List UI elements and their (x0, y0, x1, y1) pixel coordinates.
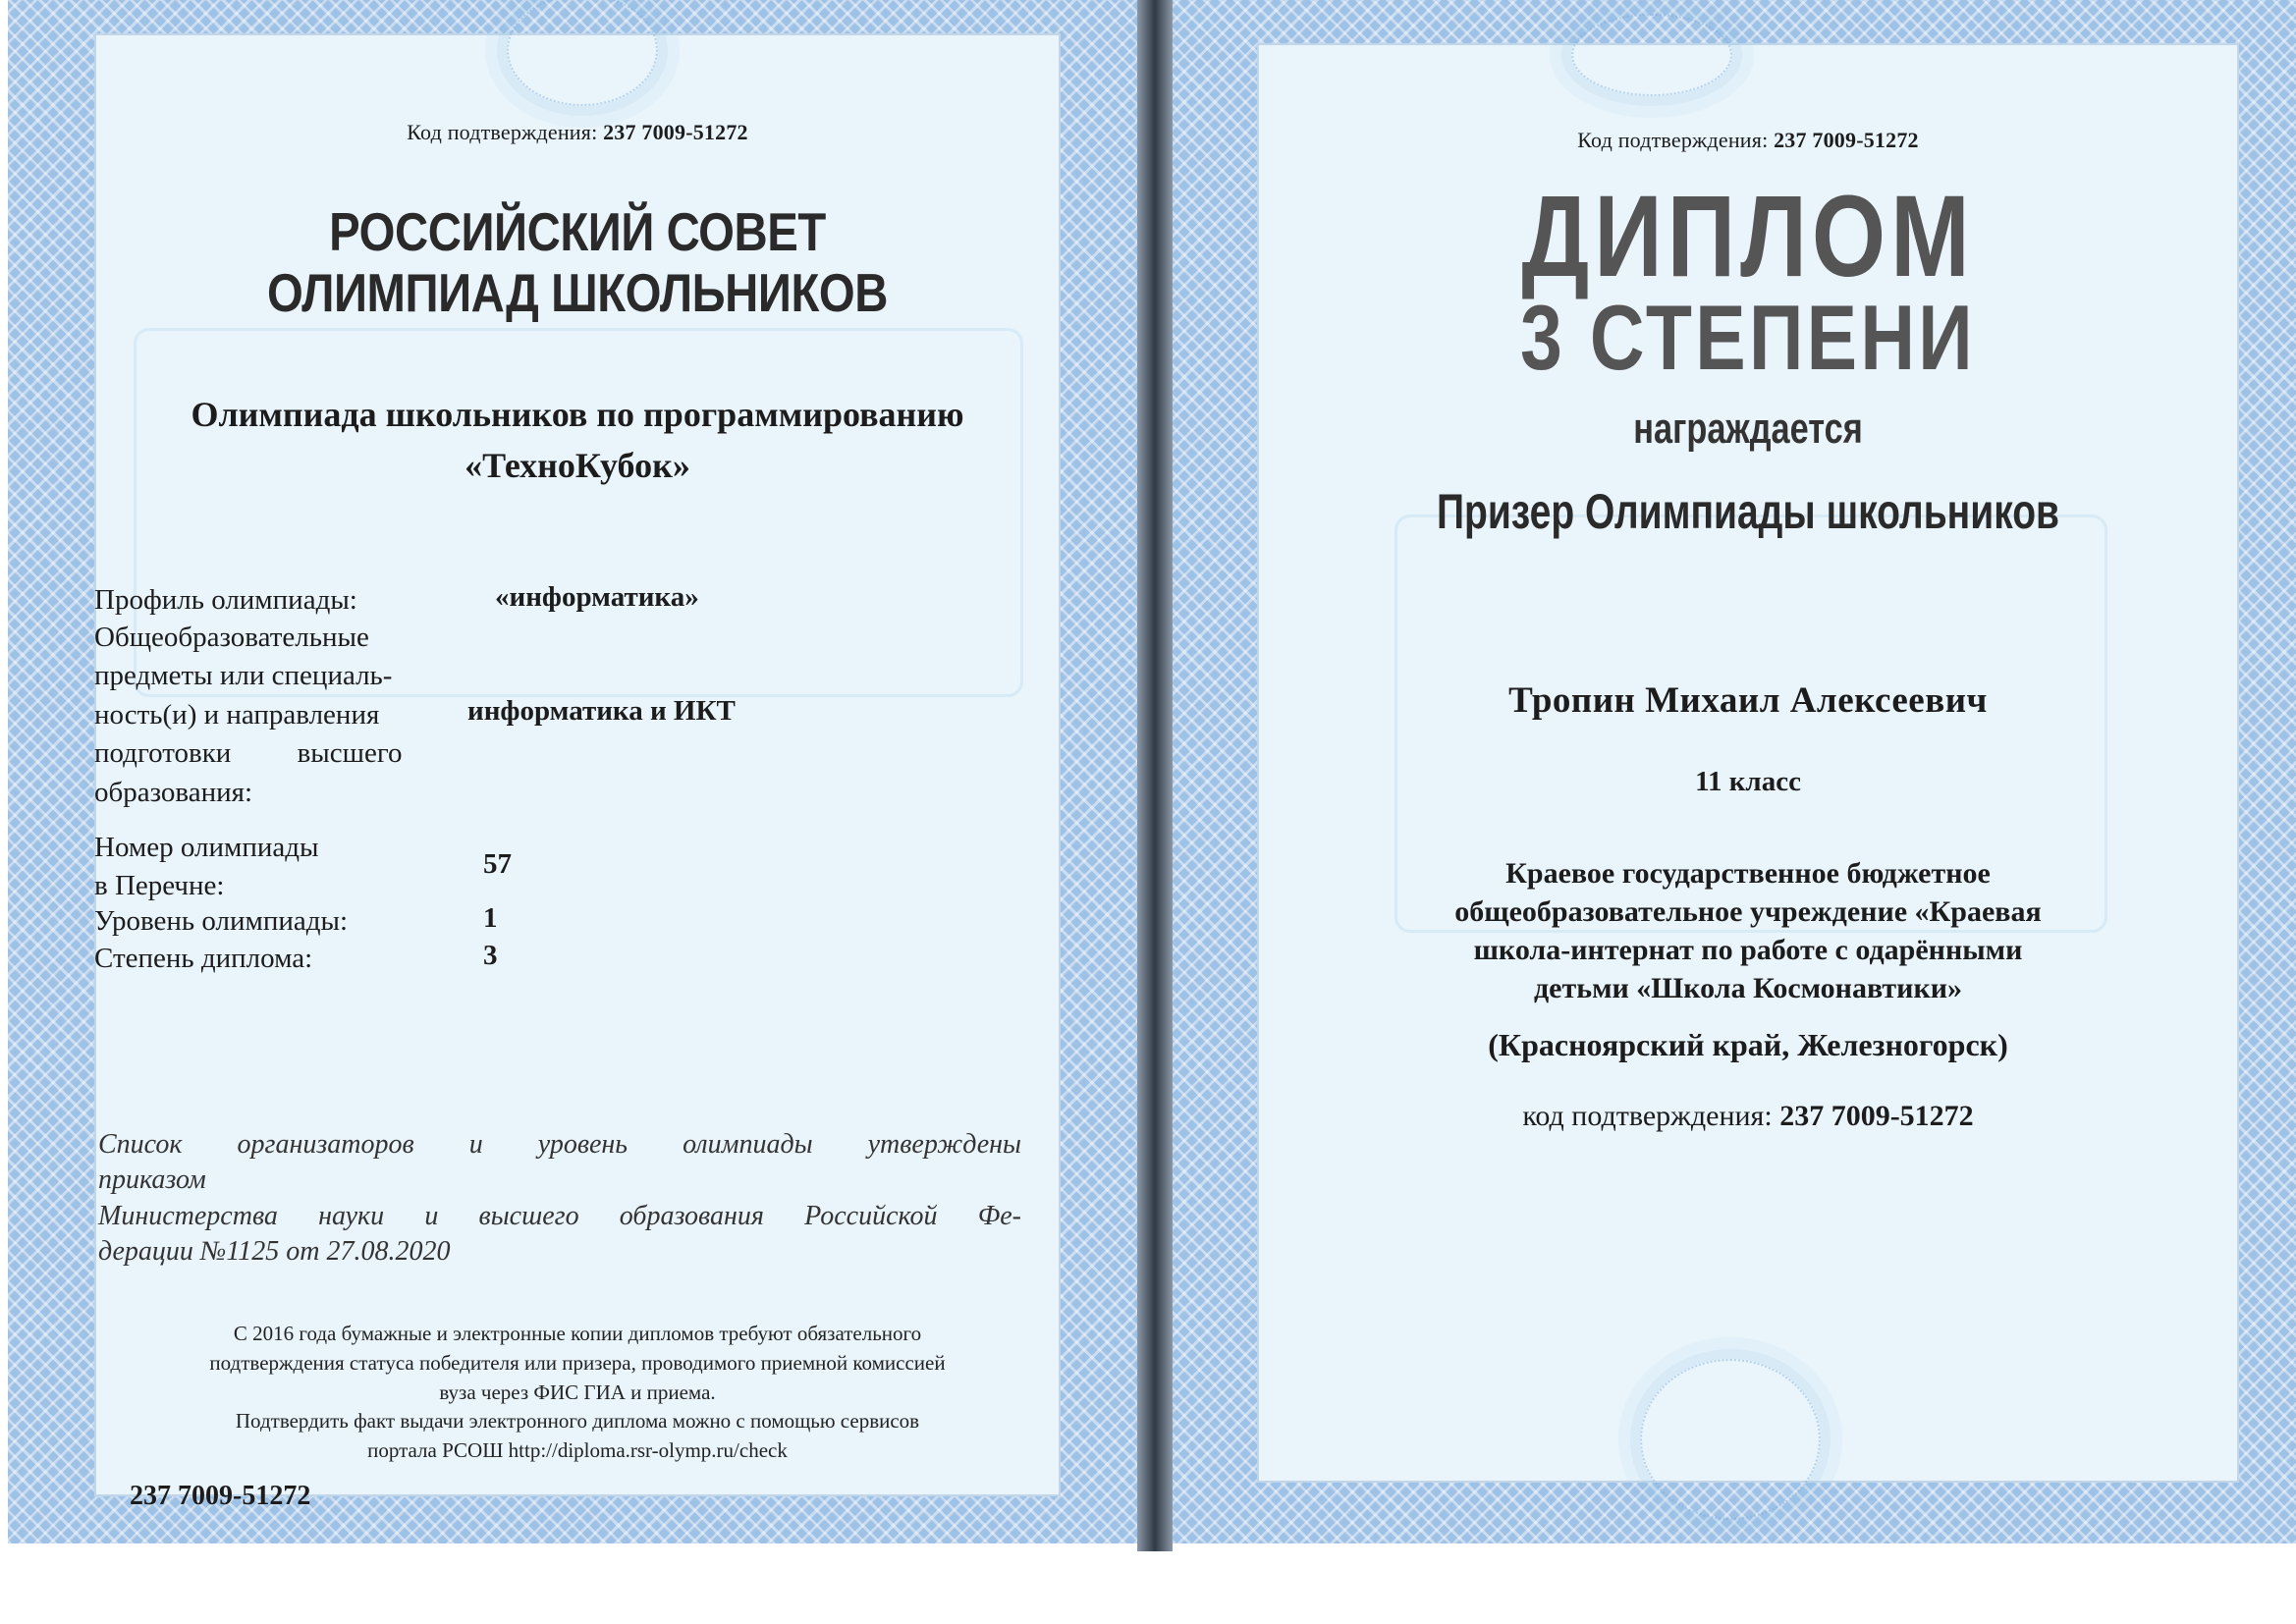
olympiad-level-label: Уровень олимпиады: (94, 905, 349, 937)
ministry-order-note-line1: Список организаторов и уровень олимпиады утверждены (98, 1129, 1021, 1160)
ministry-order-note-line3: Министерства науки и высшего образования Российской Фе- (98, 1200, 1021, 1231)
school-name-line1: Краевое государственное бюджетное (1505, 857, 1991, 890)
olympiad-level-value: 1 (483, 902, 498, 934)
document-spine (1137, 0, 1173, 1551)
confirmation-code-footer (1257, 1100, 2239, 1133)
verification-notice-line1: С 2016 года бумажные и электронные копии дипломов требуют обязательного (233, 1322, 922, 1345)
diploma-degree-heading: 3 СТЕПЕНИ (1520, 286, 1976, 389)
confirmation-label: Код подтверждения: (407, 120, 598, 144)
watermark-rosette-top (1571, 14, 1732, 96)
subjects-label-line5: образования: (94, 776, 253, 808)
awarded-label: награждается (1633, 405, 1863, 453)
diploma-title: ДИПЛОМ (1521, 172, 1975, 301)
diploma-degree-value: 3 (483, 940, 498, 971)
recipient-grade: 11 класс (1695, 766, 1801, 797)
olympiad-name-line1: Олимпиада школьников по программированию (191, 395, 964, 434)
council-title-line1: РОССИЙСКИЙ СОВЕТ (329, 201, 826, 262)
subjects-label-line3: ность(и) и направления (94, 698, 380, 731)
verification-notice-line2: подтверждения статуса победителя или призера, проводимого приемной комиссией (209, 1350, 946, 1375)
council-title-line2: ОЛИМПИАД ШКОЛЬНИКОВ (267, 261, 888, 323)
olympiad-name (94, 389, 1061, 491)
subjects-label (94, 619, 460, 812)
ministry-order-note-line4: дерации №1125 от 27.08.2020 (98, 1236, 451, 1268)
confirmation-code: 237 7009-51272 (1774, 128, 1919, 152)
confirmation-label: Код подтверждения: (1577, 128, 1769, 152)
verification-notice-line5: портала РСОШ http://diploma.rsr-olymp.ru/check (367, 1438, 788, 1463)
school-name-line3: школа-интернат по работе с одарёнными (1473, 934, 2023, 966)
right-page-inner-panel (1257, 43, 2239, 1483)
recipient-name: Тропин Михаил Алексеевич (1508, 680, 1988, 721)
school-name-line2: общеобразовательное учреждение «Краевая (1454, 895, 2042, 928)
verification-notice-line3: вуза через ФИС ГИА и приема. (439, 1380, 716, 1404)
diploma-degree-label: Степень диплома: (94, 943, 313, 974)
diploma-right-page (1173, 0, 2296, 1543)
confirmation-code: 237 7009-51272 (603, 120, 748, 144)
subjects-value: информатика и ИКТ (467, 695, 736, 727)
olympiad-number-value: 57 (483, 848, 512, 880)
ministry-order-note (98, 1127, 1021, 1271)
olympiad-number-label-line1: Номер олимпиады (94, 832, 319, 863)
olympiad-number-label-line2: в Перечне: (94, 870, 225, 902)
diploma-left-page (8, 0, 1137, 1543)
confirmation-label-bottom: код подтверждения: (1522, 1100, 1773, 1132)
olympiad-name-line2: «ТехноКубок» (465, 446, 690, 486)
olympiad-number-label (94, 829, 318, 906)
verification-notice-line4: Подтвердить факт выдачи электронного диплома можно с помощью сервисов (235, 1409, 920, 1434)
confirmation-code-bottom: 237 7009-51272 (1779, 1100, 1974, 1132)
profile-value: «информатика» (495, 581, 699, 613)
subjects-label-line4: подготовки высшего (94, 737, 403, 770)
confirmation-code-header (1257, 128, 2239, 153)
verification-notice (55, 1320, 1100, 1466)
diploma-serial-number: 237 7009-51272 (130, 1481, 311, 1511)
council-title (162, 202, 993, 323)
recipient-status: Призер Олимпиады школьников (1436, 484, 2060, 539)
profile-label: Профиль олимпиады: (94, 584, 357, 616)
school-name-line4: детьми «Школа Космонавтики» (1533, 972, 1963, 1004)
watermark-rosette-top (507, 0, 658, 106)
school-region: (Красноярский край, Железногорск) (1488, 1027, 2008, 1062)
left-page-inner-panel (94, 33, 1061, 1496)
school-name (1257, 854, 2239, 1007)
confirmation-code-header (94, 120, 1061, 145)
subjects-label-line1: Общеобразовательные (94, 622, 369, 653)
watermark-rosette-bottom (1640, 1359, 1821, 1520)
subjects-label-line2: предметы или специаль- (94, 660, 393, 692)
ministry-order-note-line2: приказом (98, 1164, 206, 1196)
